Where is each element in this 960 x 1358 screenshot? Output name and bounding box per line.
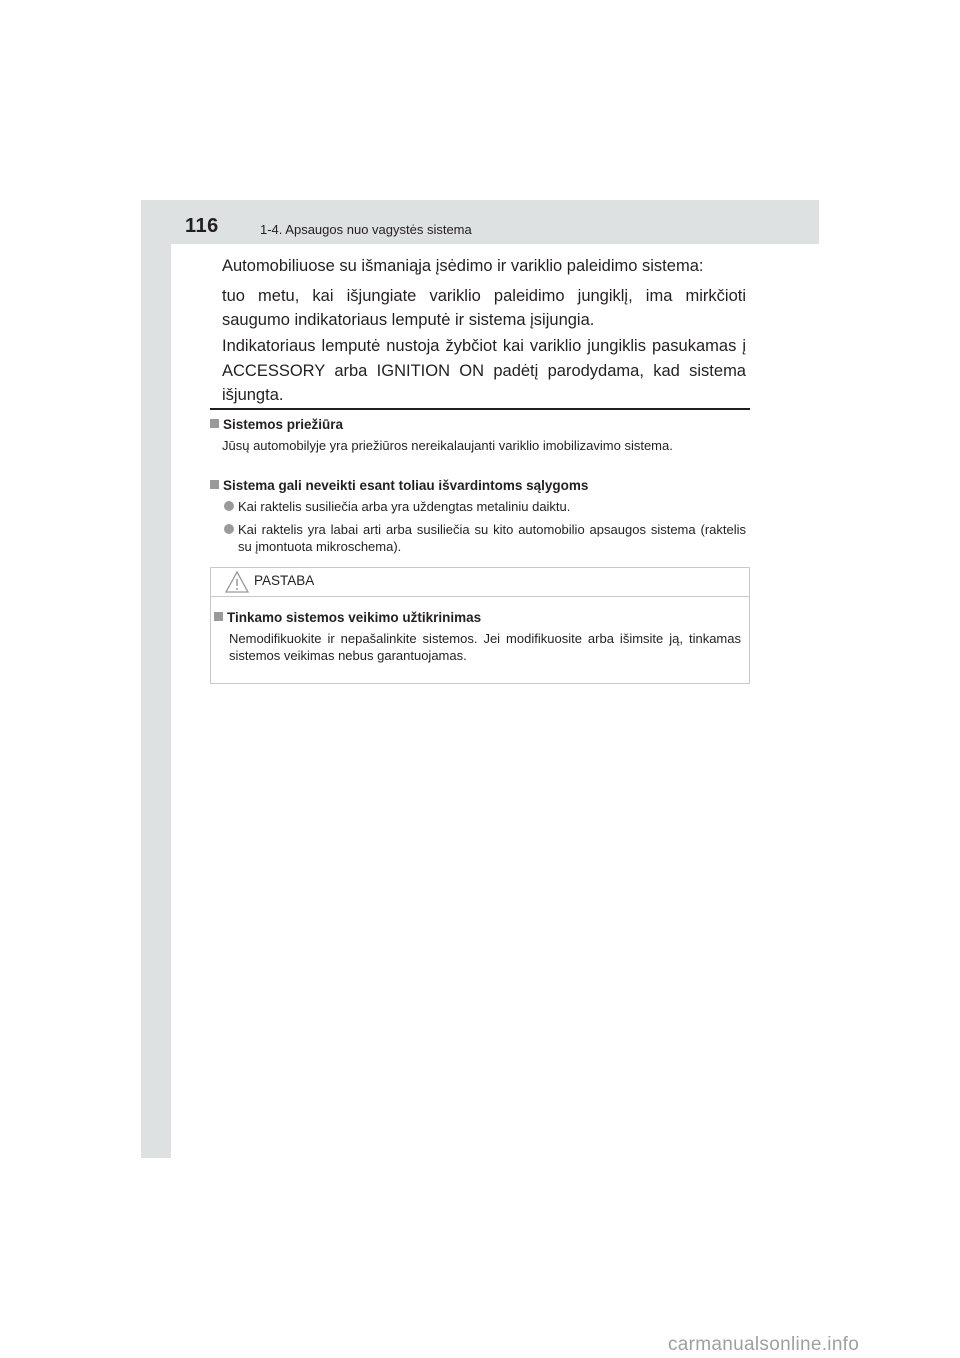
intro-paragraph-3: Indikatoriaus lemputė nustoja žybčiot kai variklio jungiklis pasukamas į ACCESSORY arba IGNITION ON padėtį parodydama, kad sistema išjungta. [222,337,746,404]
section-title: 1-4. Apsaugos nuo vagystės sistema [260,222,472,237]
list-item-text: Kai raktelis yra labai arti arba susiliečia su kito automobilio apsaugos sistema (raktelis su įmontuota mikroschema). [238,522,746,554]
page-number: 116 [185,215,219,237]
square-bullet-icon [214,612,223,621]
list-item [222,521,746,555]
notice-header [211,568,749,597]
notice-text: Nemodifikuokite ir nepašalinkite sistemos. Jei modifikuosite arba išimsite ją, tinkamas sistemos veikimas nebus garantuojamas. [229,631,741,663]
intro-paragraph-1: Automobiliuose su išmaniąja įsėdimo ir variklio paleidimo sistema: [222,257,704,275]
header-rule [171,244,819,246]
watermark: carmanualsonline.info [668,1334,860,1355]
notice-box [210,567,750,684]
round-bullet-icon [224,501,234,511]
notice-heading [214,610,481,625]
side-band [141,200,171,1158]
maintenance-heading [210,416,343,434]
list-item-text: Kai raktelis susiliečia arba yra uždengtas metaliniu daiktu. [238,499,571,514]
square-bullet-icon [210,419,219,428]
maintenance-text: Jūsų automobilyje yra priežiūros nereikalaujanti variklio imobilizavimo sistema. [222,438,673,453]
header-band [141,200,819,244]
square-bullet-icon [210,480,219,489]
round-bullet-icon [224,524,234,534]
conditions-heading [210,477,588,495]
notice-label: PASTABA [254,573,315,588]
conditions-title: Sistema gali neveikti esant toliau išvardintoms sąlygoms [223,478,589,493]
list-item [222,498,746,515]
notice-title: Tinkamo sistemos veikimo užtikrinimas [227,610,482,625]
maintenance-title: Sistemos priežiūra [223,417,344,432]
warning-triangle-icon [225,570,249,599]
intro-paragraph-2-line-2: saugumo indikatoriaus lemputė ir sistema įsijungia. [222,311,595,329]
section-divider [210,408,750,410]
intro-paragraph-2-line-1: tuo metu, kai išjungiate variklio paleidimo jungiklį, ima mirkčioti [222,287,746,305]
